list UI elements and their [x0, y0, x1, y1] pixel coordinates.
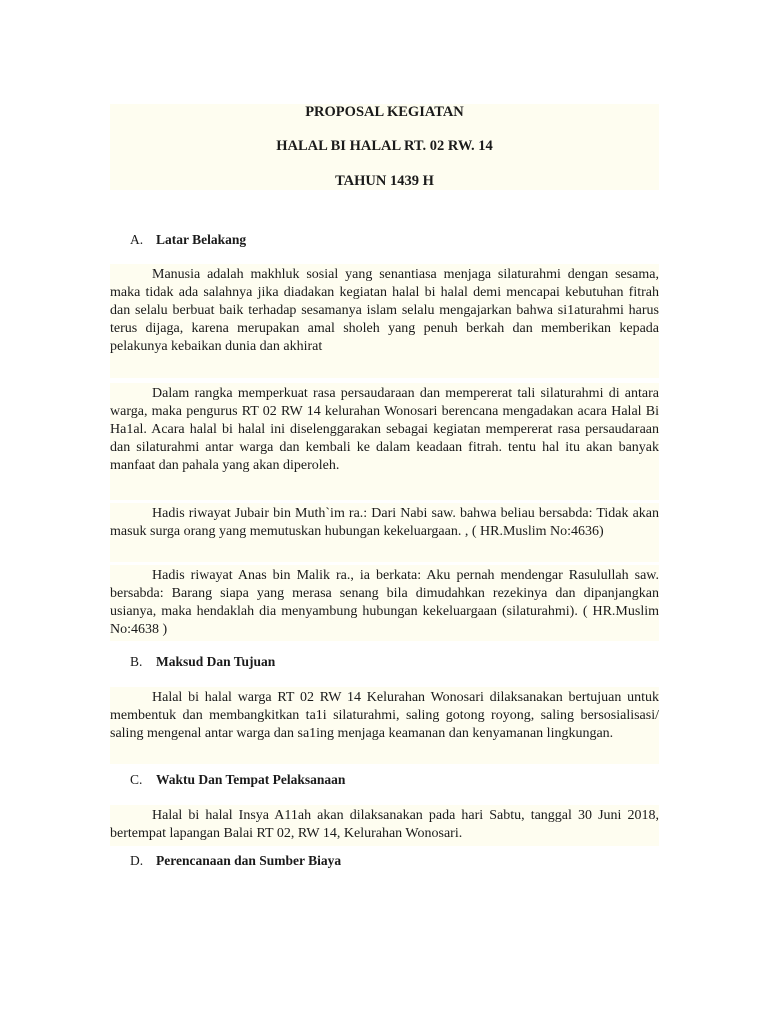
section-c-title: Waktu Dan Tempat Pelaksanaan [156, 772, 346, 787]
section-b-paragraph-1: Halal bi halal warga RT 02 RW 14 Kelurahan Wonosari dilaksanakan bertujuan untuk membentuk dan membangkitkan ta1i silaturahmi, saling gotong royong, saling bersosialisasi/ saling mengenal antar warga dan sa1ing menjaga keamanan dan kenyamanan lingkungan. [110, 687, 659, 764]
section-a-paragraph-3: Hadis riwayat Jubair bin Muth`im ra.: Dari Nabi saw. bahwa beliau bersabda: Tidak akan masuk surga orang yang memutuskan hubungan kekeluargaan. , ( HR.Muslim No:4636) [110, 503, 659, 562]
section-d-letter: D. [130, 853, 144, 868]
section-b-title: Maksud Dan Tujuan [156, 654, 276, 669]
section-c-heading [130, 772, 345, 788]
title-line-2: HALAL BI HALAL RT. 02 RW. 14 [276, 138, 493, 154]
section-a-paragraph-2: Dalam rangka memperkuat rasa persaudaraan dan mempererat tali silaturahmi di antara warga, maka pengurus RT 02 RW 14 kelurahan Wonosari berencana mengadakan acara Halal Bi Ha1al. Acara halal bi halal ini diselenggarakan sebagai kegiatan mempererat rasa persaudaraan dan silaturahmi antar warga dan kembali ke dalam keadaan fitrah. tentu hal itu akan banyak manfaat dan pahala yang akan diperoleh. [110, 383, 659, 500]
section-b-heading [130, 654, 275, 670]
section-d-heading [130, 853, 341, 869]
title-block [110, 104, 659, 190]
section-c-letter: C. [130, 772, 143, 787]
section-a-paragraph-4: Hadis riwayat Anas bin Malik ra., ia berkata: Aku pernah mendengar Rasulullah saw. bersabda: Barang siapa yang merasa senang bila dimudahkan rezekinya dan dipanjangkan usianya, maka hendaklah dia menyambung hubungan kekeluargaan (silaturahmi). ( HR.Muslim No:4638 ) [110, 565, 659, 641]
document-page [110, 104, 659, 868]
section-d-title: Perencanaan dan Sumber Biaya [156, 853, 342, 868]
title-line-1: PROPOSAL KEGIATAN [305, 104, 464, 120]
section-c-paragraph-1: Halal bi halal Insya A11ah akan dilaksanakan pada hari Sabtu, tanggal 30 Juni 2018, bertempat lapangan Balai RT 02, RW 14, Kelurahan Wonosari. [110, 805, 659, 846]
section-a-title: Latar Belakang [156, 232, 247, 247]
section-b-letter: B. [130, 654, 143, 669]
section-a-heading [130, 232, 246, 248]
title-line-3: TAHUN 1439 H [335, 173, 434, 189]
section-a-letter: A. [130, 232, 144, 247]
section-a-paragraph-1: Manusia adalah makhluk sosial yang senantiasa menjaga silaturahmi dengan sesama, maka tidak ada salahnya jika diadakan kegiatan halal bi halal demi mencapai kebutuhan fitrah dan selalu berbuat baik terhadap sesamanya islam selalu mengajarkan bahwa si1aturahmi harus terus dijaga, karena merupakan amal sholeh yang penuh berkah dan memberikan kepada pelakunya kebaikan dunia dan akhirat [110, 264, 659, 378]
